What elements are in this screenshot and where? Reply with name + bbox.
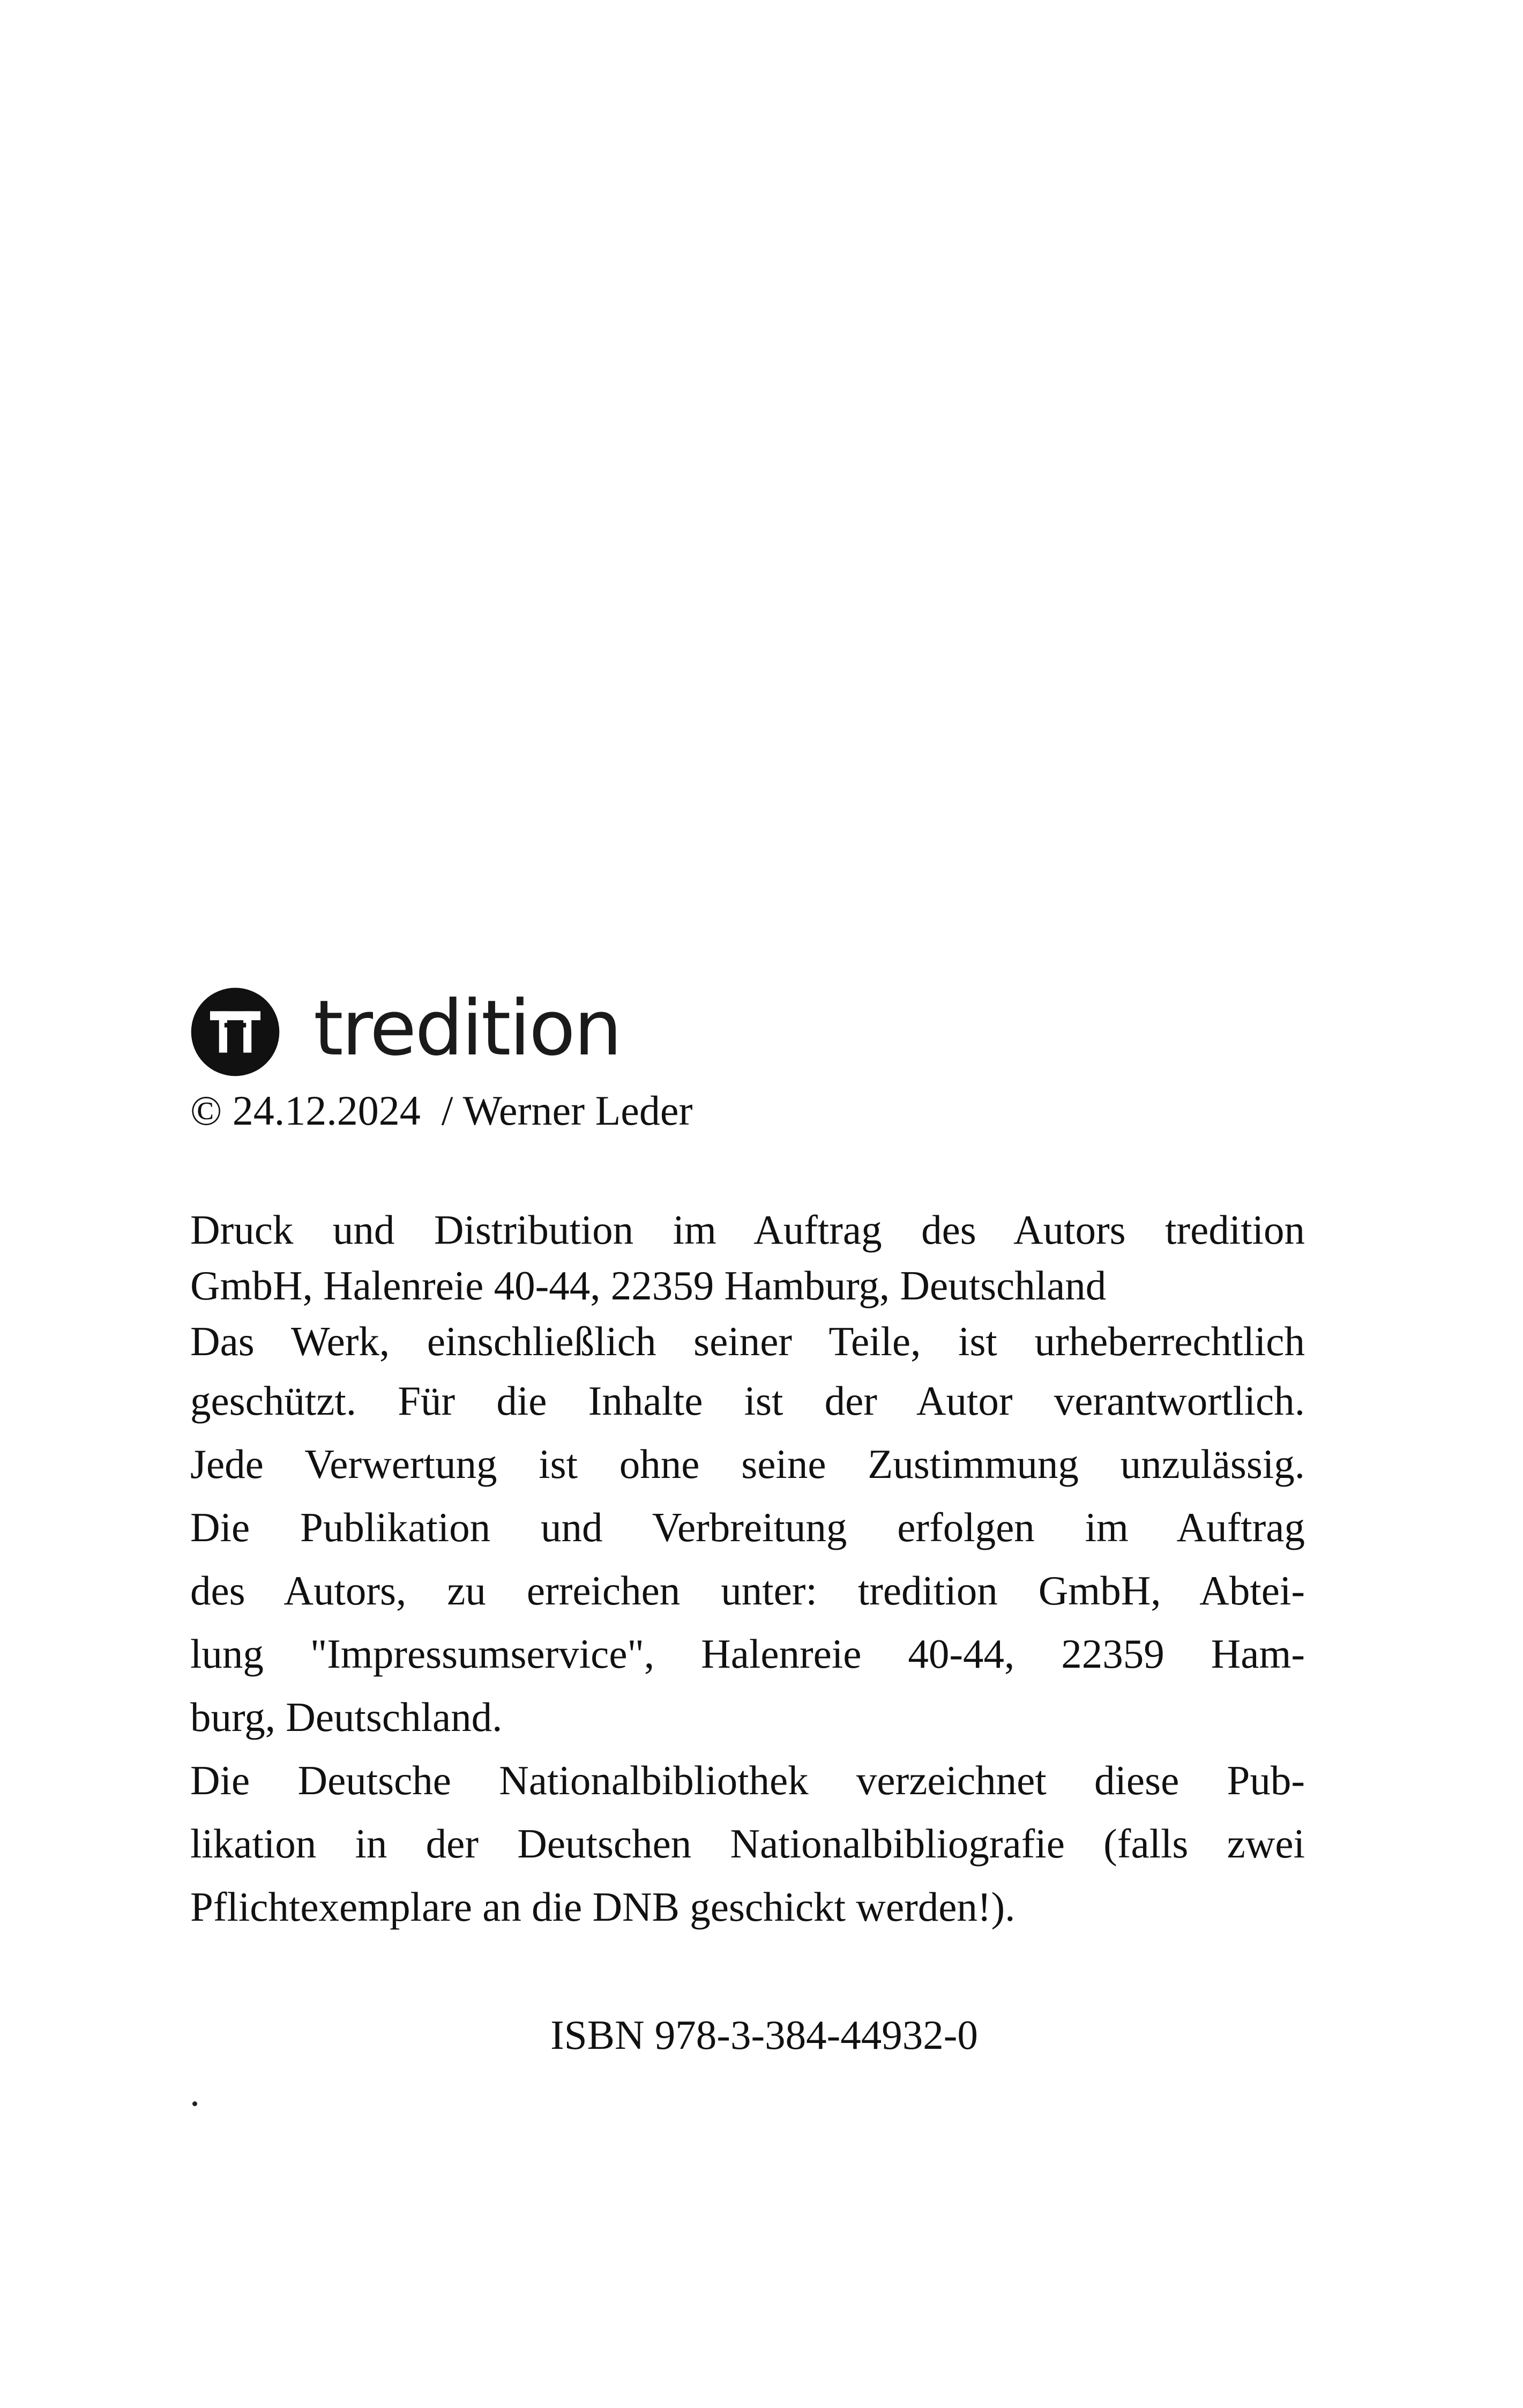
imprint-text: [190, 1202, 1305, 1938]
imprint-line: Druck und Distribution im Auftrag des Autors tredition: [190, 1207, 1305, 1253]
imprint-block: [190, 986, 1305, 1938]
imprint-line: Jede Verwertung ist ohne seine Zustimmung unzulässig.: [190, 1441, 1305, 1487]
imprint-line: Die Publikation und Verbreitung erfolgen im Auftrag: [190, 1504, 1305, 1550]
publisher-name: tredition: [313, 984, 621, 1073]
tredition-logo-icon: [190, 987, 280, 1077]
imprint-line: likation in der Deutschen Nationalbibliografie (falls zwei: [190, 1820, 1305, 1867]
stray-dot-mark: [192, 2101, 197, 2106]
imprint-line: burg, Deutschland.: [190, 1694, 503, 1740]
imprint-line: Die Deutsche Nationalbibliothek verzeichnet diese Pub-: [190, 1757, 1305, 1803]
imprint-line: geschützt. Für die Inhalte ist der Autor verantwortlich.: [190, 1378, 1305, 1424]
imprint-line: Pflichtexemplare an die DNB geschickt werden!).: [190, 1884, 1016, 1930]
imprint-line: GmbH, Halenreie 40-44, 22359 Hamburg, Deutschland: [190, 1262, 1107, 1309]
imprint-line: lung "Impressumservice", Halenreie 40-44, 22359 Ham-: [190, 1631, 1305, 1677]
imprint-line: Das Werk, einschließlich seiner Teile, ist urheberrechtlich: [190, 1318, 1305, 1364]
publisher-brand: [190, 986, 1305, 1077]
copyright-line: © 24.12.2024 / Werner Leder: [190, 1087, 693, 1134]
imprint-line: des Autors, zu erreichen unter: tredition GmbH, Abtei-: [190, 1567, 1305, 1614]
isbn-number: ISBN 978-3-384-44932-0: [550, 2012, 978, 2058]
